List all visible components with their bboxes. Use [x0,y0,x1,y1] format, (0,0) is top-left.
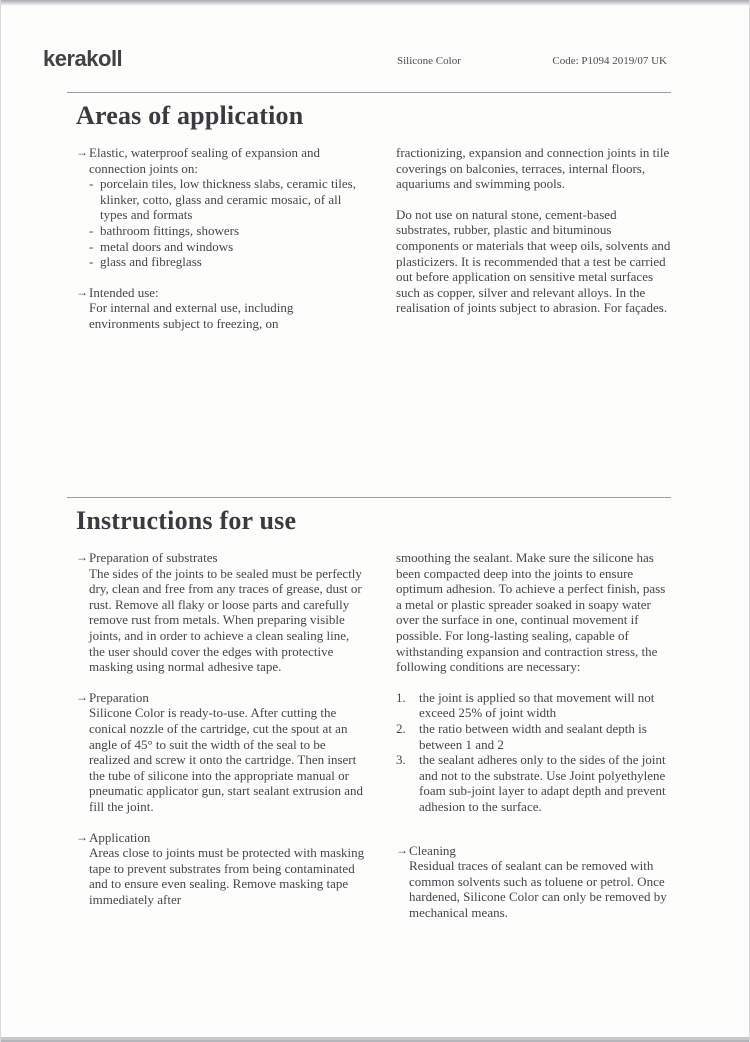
dash-bullet-icon: - [89,238,94,254]
numbered-item-text: the joint is applied so that movement will not exceed 25% of joint width [419,689,655,721]
instructions-right-column [396,550,671,920]
sublist-item-text: glass and fibreglass [100,254,202,270]
kerakoll-logo: kerakoll [43,46,123,71]
paragraph: fractionizing, expansion and connection joints in tile coverings on balconies, terraces, internal floors, aquariums and swimming pools. [396,145,670,192]
numbered-item-marker: 3. [396,752,406,768]
list-item-label: Application [89,829,151,845]
list-item-label: Elastic, waterproof sealing of expansion and connection joints on: [89,145,321,176]
section-title: Areas of application [76,101,304,130]
numbered-conditions-list [396,690,671,815]
arrow-bullet-icon: → [76,550,88,564]
list-item-body: Silicone Color is ready-to-use. After cutting the conical nozzle of the cartridge, cut the spout at an angle of 45° to suit the width of the seal to be realized and screw it onto the cartridge. Then insert the tube of silicone into the appropriate manual or pneumatic applicator gun, start sealant extrusion and fill the joint. [89,705,363,814]
list-item [76,830,366,908]
arrow-bullet-icon: → [76,145,88,159]
list-item [76,145,366,270]
list-item [76,690,366,815]
list-item [396,843,671,921]
dash-bullet-icon: - [89,254,94,270]
sublist-item-text: metal doors and windows [100,238,234,254]
page-top-edge [1,0,749,6]
list-item-body: For internal and external use, including environments subject to freezing, on [89,300,294,331]
list-item-label: Preparation [89,689,149,705]
paragraph: smoothing the sealant. Make sure the silicone has been compacted deep into the joints to ensure optimum adhesion. To achieve a perfect finish, pass a metal or plastic spreader soaked in soapy water over the surface in one, continual movement if possible. For long-lasting sealing, capable of withstanding expansion and contraction stress, the following conditions are necessary: [396,550,666,675]
sublist-item-text: bathroom fittings, showers [100,222,240,238]
section-divider-instructions [67,497,671,498]
numbered-item-text: the ratio between width and sealant depth is between 1 and 2 [419,720,647,752]
list-item-body: Areas close to joints must be protected with masking tape to prevent substrates from being contaminated and to ensure even sealing. Remove masking tape immediately after [89,845,365,907]
list-item-content [89,690,366,815]
instructions-left-column [76,550,366,920]
page-bottom-edge [1,1037,749,1042]
section-title: Instructions for use [76,506,297,535]
section-divider-areas [67,92,671,93]
numbered-item [396,752,671,814]
areas-columns [76,145,671,332]
dash-sublist [89,176,366,270]
areas-right-column [396,145,671,332]
arrow-bullet-icon: → [396,842,408,857]
sublist-item [89,239,366,255]
dash-bullet-icon: - [89,176,94,192]
numbered-item [396,690,671,721]
document-title: Silicone Color [397,55,461,67]
list-item-content [89,550,366,675]
numbered-item-marker: 2. [396,720,406,736]
list-item [76,550,366,675]
section-instructions-for-use [76,506,671,920]
list-item-content [89,830,366,908]
list-item [76,285,366,332]
document-code: Code: P1094 2019/07 UK [552,55,667,67]
sublist-item-text: porcelain tiles, low thickness slabs, ceramic tiles, klinker, cotto, glass and ceramic mosaic, of all types and formats [100,176,356,223]
numbered-item-text: the sealant adheres only to the sides of the joint and not to the substrate. Use Joint polyethylene foam sub-joint layer to adapt depth and prevent adhesion to the surface. [419,752,666,814]
arrow-bullet-icon: → [76,689,88,704]
sublist-item [89,254,366,270]
numbered-item [396,721,671,752]
section-areas-of-application [76,101,671,332]
arrow-bullet-icon: → [76,284,88,299]
list-item-content [89,285,366,332]
sublist-item [89,223,366,239]
list-item-content [89,145,366,270]
list-item-label: Cleaning [409,842,456,858]
dash-bullet-icon: - [89,222,94,238]
list-item-label: Intended use: [89,284,159,300]
sublist-item [89,176,366,223]
areas-left-column [76,145,366,332]
list-item-label: Preparation of substrates [89,550,218,565]
paragraph: Do not use on natural stone, cement-based substrates, rubber, plastic and bituminous components or materials that weep oils, solvents and plasticizers. It is recommended that a test be carried out before application on sensitive metal surfaces such as copper, silver and relevant alloys. In the realisation of joints subject to abrasion. For façades. [396,206,671,316]
numbered-item-marker: 1. [396,689,406,705]
arrow-bullet-icon: → [76,829,88,844]
list-item-body: The sides of the joints to be sealed must be perfectly dry, clean and free from any traces of grease, dust or rust. Remove all flaky or loose parts and carefully remove rust from metals. When preparing visible joints, and in order to achieve a clean sealing line, the user should cover the edges with protective masking using normal adhesive tape. [89,565,362,675]
list-item-body: Residual traces of sealant can be removed with common solvents such as toluene or petrol. Once hardened, Silicone Color can only be removed by mechanical means. [409,858,667,920]
list-item-content [409,843,671,921]
instructions-columns [76,550,671,920]
